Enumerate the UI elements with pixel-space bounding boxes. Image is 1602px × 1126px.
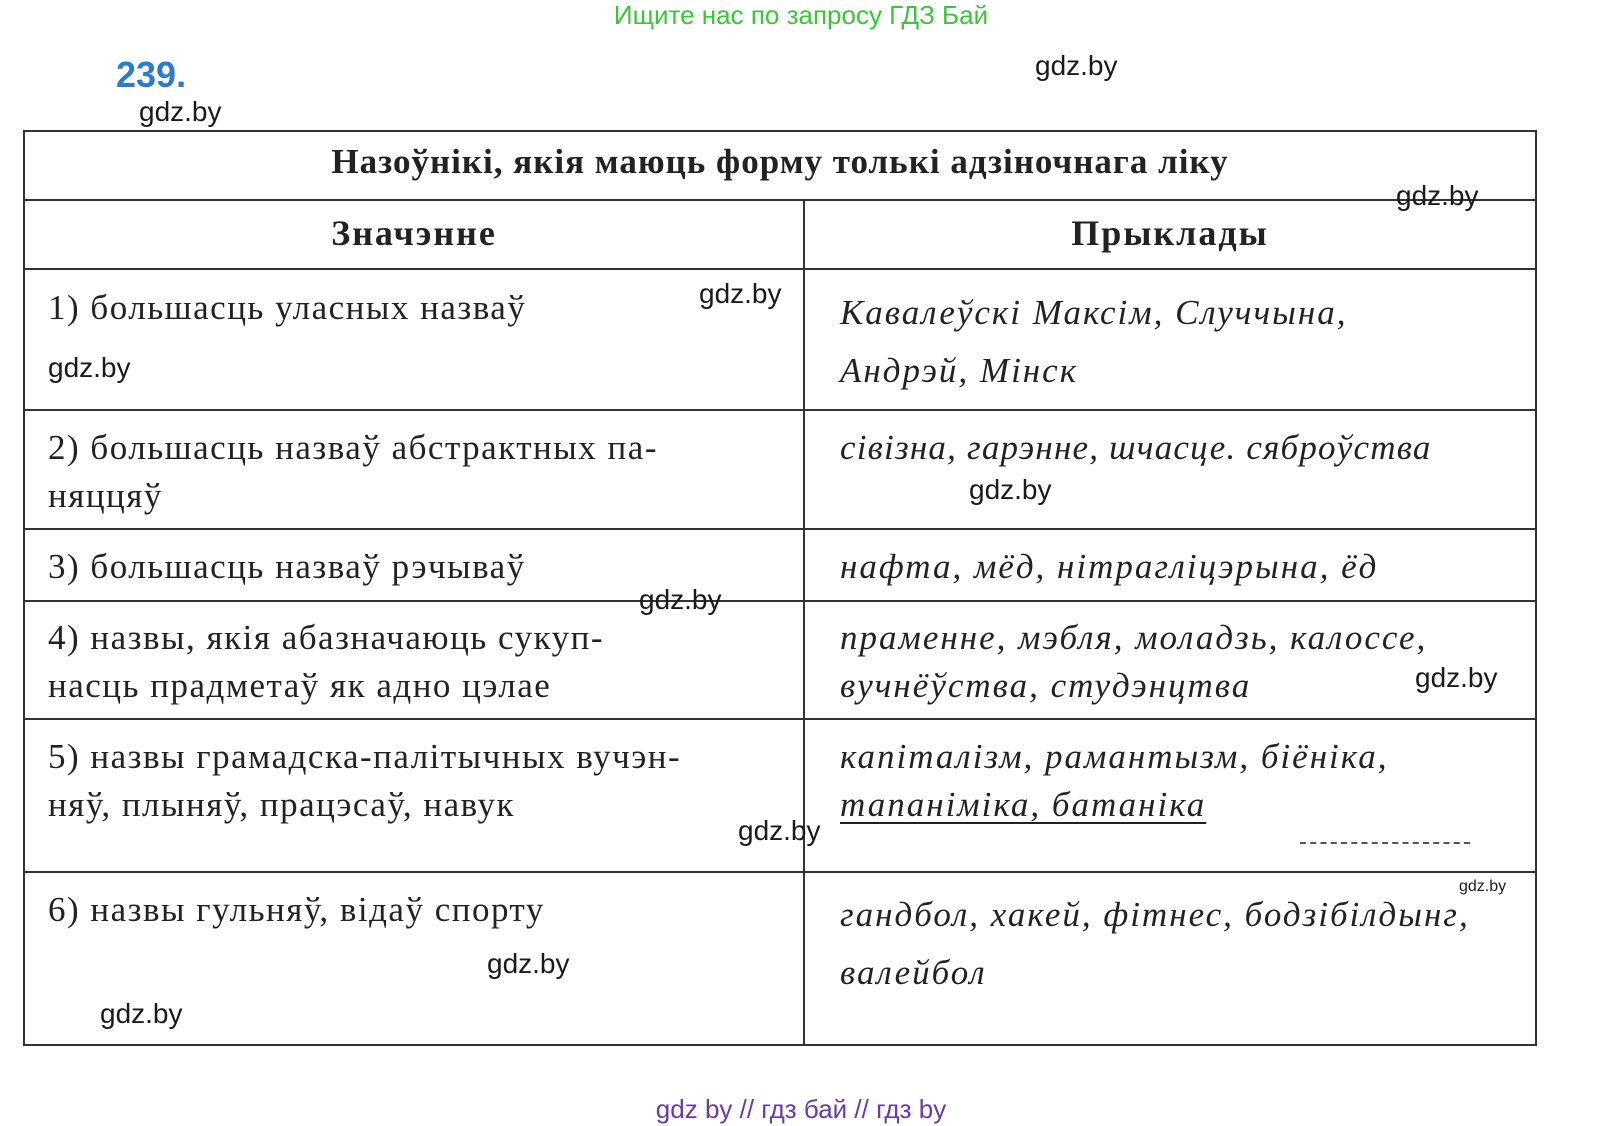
row-divider bbox=[23, 871, 1537, 873]
watermark: gdz.by bbox=[1459, 878, 1507, 895]
text-line: 5) назвы грамадска-палітычных вучэн- bbox=[48, 737, 682, 776]
text-line: Андрэй, Мінск bbox=[840, 351, 1079, 390]
dashed-underline bbox=[1300, 842, 1470, 844]
row-2-meaning bbox=[48, 424, 658, 520]
text-line: 1) большасць уласных назваў bbox=[48, 288, 527, 327]
text-line: гандбол, хакей, фітнес, бодзібілдынг, bbox=[840, 895, 1470, 934]
watermark: gdz.by bbox=[738, 815, 821, 846]
row-3-examples bbox=[840, 543, 1378, 591]
text-line: нафта, мёд, нітрагліцэрына, ёд bbox=[840, 547, 1379, 586]
row-5-examples bbox=[840, 733, 1389, 829]
watermark: gdz.by bbox=[1415, 662, 1498, 693]
text-line: вучнёўства, студэнцтва bbox=[840, 666, 1252, 705]
row-divider bbox=[23, 199, 1537, 201]
table-border-top bbox=[23, 130, 1537, 132]
column-header-examples: Прыклады bbox=[1071, 213, 1269, 253]
watermark: gdz.by bbox=[100, 998, 183, 1029]
row-divider bbox=[23, 600, 1537, 602]
column-header-meaning: Значэнне bbox=[331, 213, 497, 253]
row-5-meaning bbox=[48, 733, 681, 829]
watermark: gdz.by bbox=[699, 278, 782, 309]
text-line: праменне, мэбля, моладзь, калоссе, bbox=[840, 618, 1428, 657]
watermark: gdz.by bbox=[48, 352, 131, 383]
watermark: gdz.by bbox=[139, 96, 222, 127]
text-line: тапаніміка, батаніка bbox=[840, 785, 1207, 824]
exercise-number: 239. bbox=[116, 54, 187, 95]
row-1-examples bbox=[840, 284, 1347, 400]
text-line: няццяў bbox=[48, 476, 163, 515]
text-line: 3) большасць назваў рэчываў bbox=[48, 547, 526, 586]
table-border-bottom bbox=[23, 1044, 1537, 1046]
search-banner: Ищите нас по запросу ГДЗ Бай bbox=[613, 0, 989, 30]
text-line: 6) назвы гульняў, відаў спорту bbox=[48, 890, 545, 929]
row-divider bbox=[23, 409, 1537, 411]
row-4-examples bbox=[840, 614, 1427, 710]
footer-links: gdz by // гдз бай // гдз by bbox=[655, 1094, 947, 1124]
table-title: Назоўнікі, якія маюць форму толькі адзіночнага ліку bbox=[331, 142, 1229, 181]
row-6-meaning bbox=[48, 886, 545, 934]
row-4-meaning bbox=[48, 614, 604, 710]
row-divider bbox=[23, 718, 1537, 720]
text-line: 2) большасць назваў абстрактных па- bbox=[48, 428, 658, 467]
text-line: няў, плыняў, працэсаў, навук bbox=[48, 785, 515, 824]
watermark: gdz.by bbox=[1035, 50, 1118, 81]
row-2-examples bbox=[840, 424, 1432, 472]
row-divider bbox=[23, 528, 1537, 530]
text-line: валейбол bbox=[840, 953, 987, 992]
watermark: gdz.by bbox=[969, 474, 1052, 505]
row-6-examples bbox=[840, 886, 1470, 1002]
text-line: 4) назвы, якія абазначаюць сукуп- bbox=[48, 618, 604, 657]
watermark: gdz.by bbox=[639, 584, 722, 615]
text-line: Кавалеўскі Максім, Случчына, bbox=[840, 293, 1348, 332]
row-1-meaning bbox=[48, 284, 526, 332]
column-divider bbox=[803, 200, 805, 1046]
watermark: gdz.by bbox=[1396, 180, 1479, 211]
row-divider bbox=[23, 268, 1537, 270]
watermark: gdz.by bbox=[487, 948, 570, 979]
row-3-meaning bbox=[48, 543, 526, 591]
text-line: насць прадметаў як адно цэлае bbox=[48, 666, 552, 705]
text-line: сівізна, гарэнне, шчасце. сяброўства bbox=[840, 428, 1432, 467]
text-line: капіталізм, рамантызм, біёніка, bbox=[840, 737, 1389, 776]
